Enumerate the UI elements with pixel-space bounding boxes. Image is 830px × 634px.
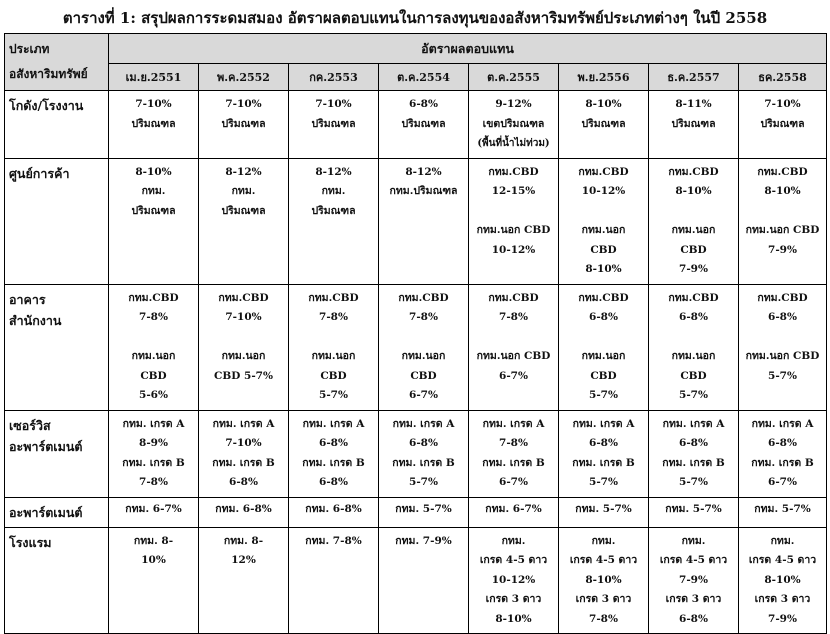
- cell-line: 10%: [141, 554, 166, 566]
- cell-line: 7-10%: [225, 437, 262, 449]
- cell-line: กทม. เกรด B: [212, 456, 275, 469]
- cell-line: กทม. 6-8%: [215, 502, 272, 515]
- cell-line: 7-9%: [768, 243, 797, 256]
- cell-line: 8-10%: [585, 263, 622, 275]
- table-cell: [559, 91, 649, 159]
- cell-line: ปริมณฑล: [760, 117, 805, 130]
- cell-line: 6-8%: [589, 437, 618, 449]
- row-label: [5, 497, 109, 527]
- table-cell: [739, 497, 827, 527]
- cell-line: 5-7%: [589, 389, 618, 401]
- cell-line: 12%: [231, 554, 256, 566]
- table-cell: [289, 158, 379, 284]
- table-cell: [379, 527, 469, 634]
- cell-line: [561, 328, 646, 348]
- cell-line: กทม.: [231, 185, 256, 197]
- cell-line: [111, 328, 196, 348]
- cell-line: 6-8%: [589, 311, 618, 323]
- cell-line: 5-7%: [768, 369, 797, 382]
- header-year: พ.ค.2552: [199, 64, 289, 91]
- cell-line: 7-8%: [409, 311, 438, 323]
- cell-line: กทม.: [770, 534, 795, 547]
- cell-line: 5-7%: [679, 476, 708, 488]
- cell-line: CBD: [140, 369, 167, 382]
- table-cell: [379, 158, 469, 284]
- table-cell: [379, 410, 469, 497]
- header-year: ต.ค.2554: [379, 64, 469, 91]
- cell-line: กทม. เกรด B: [302, 456, 365, 469]
- cell-line: กทม.นอก CBD: [476, 350, 551, 362]
- cell-line: กทม.นอก: [671, 224, 716, 236]
- table-cell: [739, 527, 827, 634]
- table-cell: [649, 91, 739, 159]
- cell-line: 8-9%: [139, 437, 168, 449]
- cell-line: 6-7%: [499, 369, 528, 382]
- table-cell: [559, 410, 649, 497]
- cell-line: CBD: [680, 369, 707, 382]
- cell-line: 10-12%: [491, 243, 536, 256]
- cell-line: กทม.: [321, 185, 346, 197]
- table-row: [5, 91, 827, 159]
- table-cell: [109, 410, 199, 497]
- table-cell: [739, 158, 827, 284]
- table-cell: [199, 284, 289, 410]
- cell-line: 7-8%: [499, 311, 528, 323]
- table-cell: [469, 284, 559, 410]
- table-cell: [649, 158, 739, 284]
- cell-line: กทม.CBD: [757, 291, 808, 304]
- cell-line: เกรด 4-5 ดาว: [659, 554, 728, 566]
- table-row: [5, 497, 827, 527]
- cell-line: กทม. เกรด A: [662, 417, 725, 430]
- cell-line: กทม.นอก: [221, 350, 266, 362]
- row-label: [5, 284, 109, 410]
- table-cell: [469, 497, 559, 527]
- cell-line: [741, 328, 824, 348]
- cell-line: กทม.: [141, 185, 166, 197]
- cell-line: กทม. เกรด B: [572, 456, 635, 469]
- table-cell: [469, 527, 559, 634]
- cell-line: 7-10%: [764, 98, 801, 110]
- cell-line: [201, 328, 286, 348]
- cell-line: กทม. เกรด A: [751, 417, 814, 430]
- cell-line: กทม.นอก CBD: [745, 350, 820, 362]
- cell-line: เกรด 3 ดาว: [485, 593, 542, 605]
- cell-line: 7-8%: [499, 437, 528, 449]
- table-cell: [469, 158, 559, 284]
- cell-line: 8-12%: [405, 165, 442, 178]
- cell-line: 7-8%: [589, 612, 618, 625]
- cell-line: 7-10%: [315, 98, 352, 110]
- cell-line: กทม. 8-: [133, 534, 174, 547]
- header-year: ธค.2558: [739, 64, 827, 91]
- cell-line: กทม. เกรด A: [302, 417, 365, 430]
- cell-line: เกรด 4-5 ดาว: [479, 554, 548, 566]
- cell-line: กทม.: [681, 534, 706, 547]
- cell-line: 12-15%: [491, 185, 536, 197]
- cell-line: 6-8%: [409, 98, 438, 110]
- table-row: [5, 158, 827, 284]
- header-year-row: [5, 64, 827, 91]
- table-cell: [649, 410, 739, 497]
- cell-line: กทม.นอก: [311, 350, 356, 362]
- cell-line: [651, 202, 736, 222]
- cell-line: 10-12%: [581, 185, 626, 197]
- cell-line: เขตปริมณฑล: [482, 117, 545, 130]
- cell-line: [471, 202, 556, 222]
- cell-line: กทม.CBD: [218, 291, 269, 304]
- table-cell: [559, 497, 649, 527]
- cell-line: เกรด 3 ดาว: [665, 593, 722, 605]
- row-label-line: เซอร์วิส: [9, 417, 51, 433]
- cell-line: CBD 5-7%: [214, 369, 273, 382]
- table-cell: [739, 410, 827, 497]
- table-cell: [289, 284, 379, 410]
- cell-line: [651, 328, 736, 348]
- cell-line: ปริมณฑล: [401, 117, 446, 130]
- header-year: เม.ย.2551: [109, 64, 199, 91]
- cell-line: 5-7%: [679, 389, 708, 401]
- table-cell: [559, 527, 649, 634]
- row-label-line: อะพาร์ตเมนต์: [9, 504, 83, 520]
- table-row: [5, 284, 827, 410]
- cell-line: 8-12%: [225, 165, 262, 178]
- cell-line: กทม.CBD: [398, 291, 449, 304]
- cell-line: 6-8%: [679, 612, 708, 625]
- row-label: [5, 410, 109, 497]
- cell-line: ปริมณฑล: [131, 117, 176, 130]
- header-type-line1: ประเภท: [9, 42, 50, 56]
- cell-line: กทม.นอก: [671, 350, 716, 362]
- table-cell: [559, 158, 649, 284]
- table-cell: [199, 527, 289, 634]
- header-type-line2: อสังหาริมทรัพย์: [9, 67, 88, 81]
- table-cell: [559, 284, 649, 410]
- cell-line: CBD: [680, 243, 707, 256]
- table-cell: [289, 497, 379, 527]
- table-cell: [649, 284, 739, 410]
- cell-line: 6-8%: [679, 311, 708, 323]
- cell-line: 9-12%: [495, 98, 532, 110]
- cell-line: กทม. 8-: [223, 534, 264, 547]
- row-label-line: อะพาร์ตเมนต์: [9, 438, 83, 454]
- cell-line: 7-9%: [679, 263, 708, 275]
- cell-line: 8-10%: [585, 573, 622, 586]
- table-cell: [469, 410, 559, 497]
- table-cell: [289, 410, 379, 497]
- row-label: [5, 527, 109, 634]
- cell-line: กทม. 6-7%: [125, 502, 182, 515]
- cell-line: 8-10%: [135, 165, 172, 178]
- cell-line: กทม.CBD: [578, 165, 629, 178]
- cell-line: 5-7%: [589, 476, 618, 488]
- row-label-line: โรงแรม: [9, 534, 52, 550]
- header-year: พ.ย.2556: [559, 64, 649, 91]
- cell-line: 7-10%: [225, 311, 262, 323]
- cell-line: [471, 328, 556, 348]
- cell-line: กทม.CBD: [668, 165, 719, 178]
- table-cell: [379, 497, 469, 527]
- cell-line: กทม. 5-7%: [575, 502, 632, 515]
- cell-line: 7-10%: [225, 98, 262, 110]
- cell-line: กทม. 7-8%: [305, 534, 362, 547]
- cell-line: 7-8%: [139, 476, 168, 488]
- cell-line: กทม. 5-7%: [665, 502, 722, 515]
- cell-line: [291, 328, 376, 348]
- cell-line: กทม. เกรด B: [482, 456, 545, 469]
- cell-line: กทม.นอก: [581, 350, 626, 362]
- table-cell: [379, 284, 469, 410]
- row-label: [5, 158, 109, 284]
- cell-line: เกรด 3 ดาว: [754, 593, 811, 605]
- cell-line: ปริมณฑล: [311, 117, 356, 130]
- cell-line: ปริมณฑล: [131, 204, 176, 217]
- table-cell: [199, 158, 289, 284]
- cell-line: 8-10%: [675, 185, 712, 197]
- table-row: [5, 410, 827, 497]
- cell-line: ปริมณฑล: [221, 117, 266, 130]
- cell-line: [561, 202, 646, 222]
- cell-line: ปริมณฑล: [581, 117, 626, 130]
- table-cell: [289, 527, 379, 634]
- cell-line: 6-8%: [409, 437, 438, 449]
- cell-line: กทม.นอก: [581, 224, 626, 236]
- table-cell: [199, 410, 289, 497]
- cell-line: 6-8%: [679, 437, 708, 449]
- cell-line: กทม. 5-7%: [754, 502, 811, 515]
- cell-line: CBD: [590, 243, 617, 256]
- cell-line: 8-10%: [495, 612, 532, 625]
- cell-line: กทม.CBD: [668, 291, 719, 304]
- table-cell: [289, 91, 379, 159]
- cell-line: กทม.CBD: [488, 165, 539, 178]
- table-row: [5, 527, 827, 634]
- cell-line: กทม. 6-8%: [305, 502, 362, 515]
- cell-line: (พื้นที่น้ำไม่ท่วม): [477, 138, 550, 149]
- cell-line: 6-8%: [768, 437, 797, 449]
- cell-line: CBD: [590, 369, 617, 382]
- cell-line: [741, 202, 824, 222]
- cell-line: กทม. เกรด B: [662, 456, 725, 469]
- cell-line: ปริมณฑล: [311, 204, 356, 217]
- cell-line: กทม.CBD: [308, 291, 359, 304]
- row-label-line: สำนักงาน: [9, 312, 62, 328]
- cell-line: 6-8%: [319, 476, 348, 488]
- cell-line: 6-8%: [768, 311, 797, 323]
- table-cell: [109, 91, 199, 159]
- returns-table: [4, 33, 827, 634]
- cell-line: 7-8%: [139, 311, 168, 323]
- table-cell: [109, 527, 199, 634]
- cell-line: CBD: [410, 369, 437, 382]
- cell-line: กทม.นอก: [401, 350, 446, 362]
- cell-line: กทม.: [591, 534, 616, 547]
- cell-line: 10-12%: [491, 573, 536, 586]
- cell-line: 6-7%: [768, 476, 797, 488]
- header-returns: อัตราผลตอบแทน: [109, 34, 827, 64]
- cell-line: 8-11%: [675, 98, 712, 110]
- cell-line: กทม.นอก CBD: [476, 224, 551, 236]
- cell-line: กทม.CBD: [488, 291, 539, 304]
- row-label: [5, 91, 109, 159]
- cell-line: กทม. เกรด B: [122, 456, 185, 469]
- table-cell: [109, 158, 199, 284]
- table-cell: [109, 284, 199, 410]
- cell-line: กทม. 6-7%: [485, 502, 542, 515]
- cell-line: กทม. เกรด A: [122, 417, 185, 430]
- cell-line: 7-9%: [679, 573, 708, 586]
- table-body: [5, 91, 827, 634]
- cell-line: กทม.นอก CBD: [745, 224, 820, 236]
- cell-line: กทม. เกรด A: [482, 417, 545, 430]
- header-year: กค.2553: [289, 64, 379, 91]
- cell-line: 8-10%: [764, 573, 801, 586]
- cell-line: กทม. เกรด A: [572, 417, 635, 430]
- cell-line: 5-7%: [409, 476, 438, 488]
- table-cell: [739, 91, 827, 159]
- cell-line: 7-10%: [135, 98, 172, 110]
- cell-line: 7-8%: [319, 311, 348, 323]
- cell-line: กทม. 5-7%: [395, 502, 452, 515]
- row-label-line: ศูนย์การค้า: [9, 165, 70, 181]
- table-cell: [649, 527, 739, 634]
- cell-line: [381, 328, 466, 348]
- header-year: ธ.ค.2557: [649, 64, 739, 91]
- cell-line: กทม. เกรด A: [392, 417, 455, 430]
- table-cell: [739, 284, 827, 410]
- header-property-type: [5, 34, 109, 91]
- cell-line: 5-6%: [139, 389, 168, 401]
- cell-line: CBD: [320, 369, 347, 382]
- cell-line: 6-7%: [499, 476, 528, 488]
- table-cell: [379, 91, 469, 159]
- table-cell: [199, 91, 289, 159]
- header-year: ต.ค.2555: [469, 64, 559, 91]
- table-cell: [649, 497, 739, 527]
- cell-line: กทม. เกรด B: [392, 456, 455, 469]
- cell-line: กทม. เกรด A: [212, 417, 275, 430]
- cell-line: เกรด 4-5 ดาว: [748, 554, 817, 566]
- cell-line: กทม.นอก: [131, 350, 176, 362]
- row-label-line: โกดัง/โรงงาน: [9, 98, 84, 113]
- table-title: ตารางที่ 1: สรุปผลการระดมสมอง อัตราผลตอบแทนในการลงทุนของอสังหาริมทรัพย์ประเภทต่างๆ ในปี 2558: [62, 9, 768, 27]
- cell-line: กทม.CBD: [757, 165, 808, 178]
- cell-line: เกรด 4-5 ดาว: [569, 554, 638, 566]
- cell-line: กทม.CBD: [578, 291, 629, 304]
- cell-line: ปริมณฑล: [221, 204, 266, 217]
- table-cell: [109, 497, 199, 527]
- cell-line: 6-8%: [229, 476, 258, 488]
- cell-line: กทม. เกรด B: [751, 456, 814, 469]
- cell-line: กทม.CBD: [128, 291, 179, 304]
- table-cell: [469, 91, 559, 159]
- row-label-line: อาคาร: [9, 291, 46, 307]
- cell-line: ปริมณฑล: [671, 117, 716, 130]
- cell-line: 8-12%: [315, 165, 352, 178]
- cell-line: 8-10%: [585, 98, 622, 110]
- cell-line: 6-8%: [319, 437, 348, 449]
- cell-line: กทม. 7-9%: [395, 534, 452, 547]
- cell-line: 6-7%: [409, 389, 438, 401]
- cell-line: เกรด 3 ดาว: [575, 593, 632, 605]
- cell-line: 5-7%: [319, 389, 348, 401]
- cell-line: 8-10%: [764, 185, 801, 197]
- table-cell: [199, 497, 289, 527]
- cell-line: กทม.: [501, 534, 526, 547]
- cell-line: 7-9%: [768, 612, 797, 625]
- cell-line: กทม.ปริมณฑล: [389, 185, 458, 197]
